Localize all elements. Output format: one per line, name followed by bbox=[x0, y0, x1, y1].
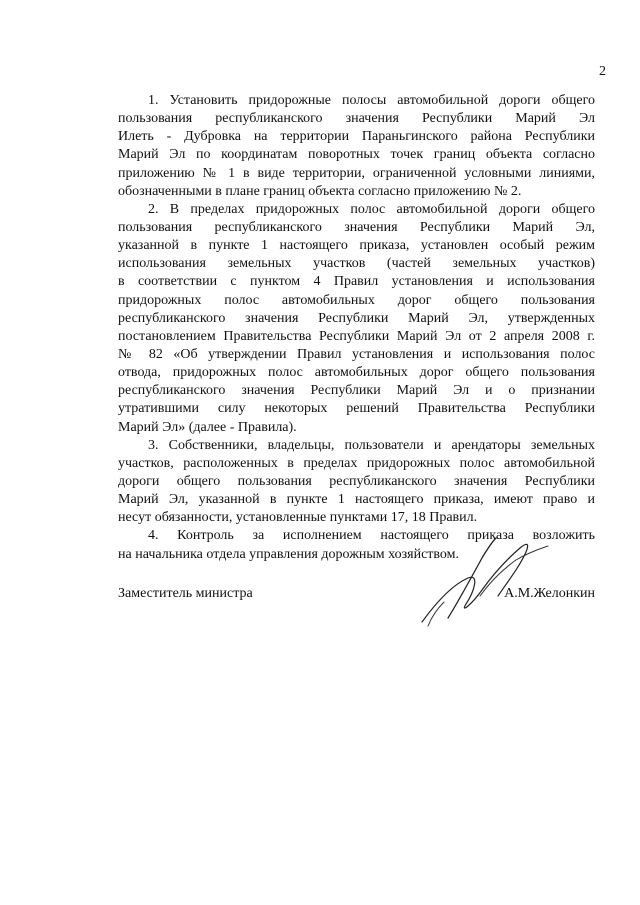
text-line: несут обязанности, установленные пунктами 17, 18 Правил. bbox=[118, 510, 478, 526]
paragraph-2 bbox=[118, 201, 595, 437]
text-line: на начальника отдела управления дорожным хозяйством. bbox=[118, 546, 460, 562]
text-line: 4. Контроль за исполнением настоящего приказа возложить bbox=[148, 528, 595, 544]
text-line: республиканского значения Республики Марий Эл и о признании bbox=[118, 383, 595, 399]
text-line: Илеть - Дубровка на территории Параньгинского района Республики bbox=[118, 129, 595, 145]
text-line: пользования республиканского значения Республики Марий Эл bbox=[118, 111, 595, 127]
text-line: дороги общего пользования республиканского значения Республики bbox=[118, 473, 595, 489]
text-line: Марий Эл по координатам поворотных точек границ объекта согласно bbox=[118, 147, 595, 163]
text-line: обозначенными в плане границ объекта согласно приложению № 2. bbox=[118, 183, 522, 199]
signature-block bbox=[118, 586, 595, 606]
text-line: в соответствии с пунктом 4 Правил установления и использования bbox=[118, 274, 595, 290]
text-line: Марий Эл» (далее - Правила). bbox=[118, 419, 297, 435]
signatory-position: Заместитель министра bbox=[118, 586, 253, 601]
document-body bbox=[118, 92, 595, 564]
text-line: 3. Собственники, владельцы, пользователи и арендаторы земельных bbox=[148, 437, 595, 453]
text-line: 2. В пределах придорожных полос автомобильной дороги общего bbox=[148, 201, 595, 217]
text-line: утратившими силу некоторых решений Правительства Республики bbox=[118, 401, 595, 417]
paragraph-1 bbox=[118, 92, 595, 201]
page-number: 2 bbox=[599, 64, 606, 79]
text-line: 1. Установить придорожные полосы автомобильной дороги общего bbox=[148, 93, 595, 108]
text-line: республиканского значения Республики Марий Эл, утвержденных bbox=[118, 310, 595, 326]
text-line: постановлением Правительства Республики Марий Эл от 2 апреля 2008 г. bbox=[118, 328, 595, 344]
text-line: пользования республиканского значения Республики Марий Эл, bbox=[118, 219, 595, 235]
text-line: Марий Эл, указанной в пункте 1 настоящего приказа, имеют право и bbox=[118, 492, 595, 508]
text-line: отвода, придорожных полос автомобильных дорог общего пользования bbox=[118, 365, 595, 381]
paragraph-3 bbox=[118, 437, 595, 528]
text-line: использования земельных участков (частей земельных участков) bbox=[118, 256, 595, 272]
handwritten-signature bbox=[408, 530, 558, 630]
signatory-name: А.М.Желонкин bbox=[504, 586, 595, 601]
text-line: приложению № 1 в виде территории, ограниченной условными линиями, bbox=[118, 165, 595, 181]
text-line: придорожных полос автомобильных дорог общего пользования bbox=[118, 292, 595, 308]
text-line: участков, расположенных в пределах придорожных полос автомобильной bbox=[118, 455, 595, 471]
text-line: указанной в пункте 1 настоящего приказа, установлен особый режим bbox=[118, 238, 595, 254]
text-line: № 82 «Об утверждении Правил установления и использования полос bbox=[118, 346, 595, 362]
